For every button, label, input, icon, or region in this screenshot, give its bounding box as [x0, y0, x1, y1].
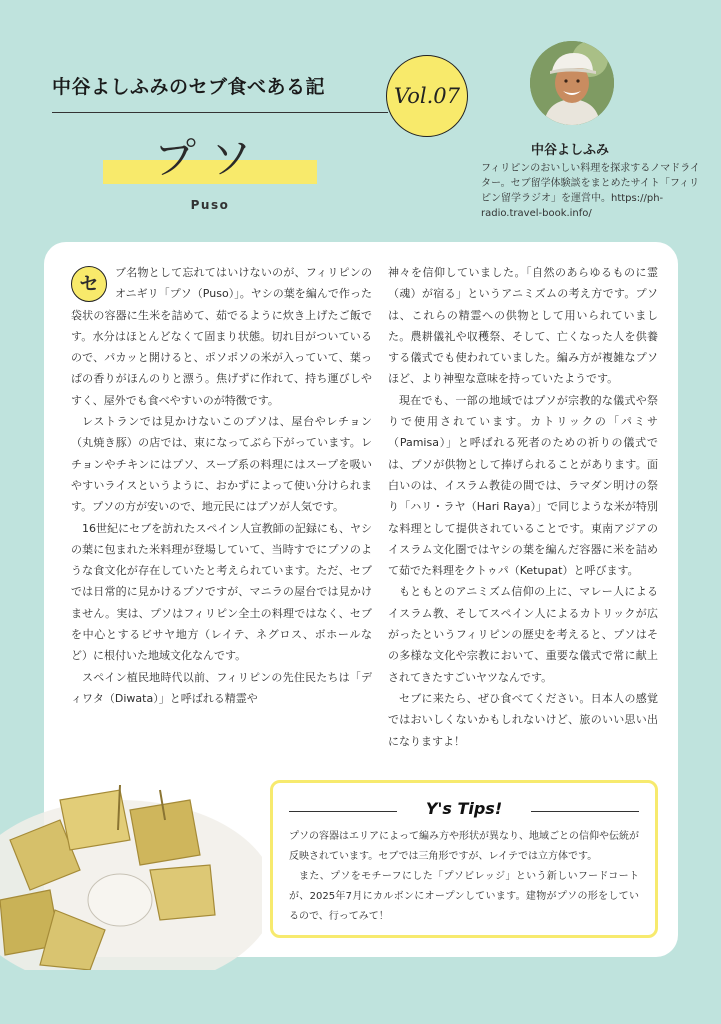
- paragraph-text: ブ名物として忘れてはいけないのが、フィリピンのオニギリ「プソ（Puso）」。ヤシの葉を編んで作った袋状の容器に生米を詰めて、茹でるように炊き上げたご飯です。水分はほとんどなくて固まり状態。切れ目がついているので、パカッと開けると、ポソポソの米が入っていて、葉っぱの香りがほんのりと漂う。焦げずに作れて、持ち運びしやすく、屋外でも食べやすいのが特徴です。: [71, 266, 372, 407]
- article-paragraph: セブに来たら、ぜひ食べてください。日本人の感覚ではおいしくないかもしれないけど、旅のいい思い出になりますよ！: [388, 691, 658, 748]
- dish-name: プソ: [153, 134, 266, 183]
- article-column-right: [388, 262, 658, 752]
- tips-paragraph: また、プソをモチーフにした「プソビレッジ」という新しいフードコートが、2025年7月にカルボンにオープンしています。建物がプソの形をしているので、行ってみて！: [289, 871, 639, 922]
- tips-box: [270, 780, 658, 938]
- article-paragraph: レストランでは見かけないこのプソは、屋台やレチョン（丸焼き豚）の店では、束になってぶら下がっています。レチョンやチキンにはプソ、スープ系の料理にはスープを吸いやすいライスというように、おかずによって使い分けられます。プソの方が安いので、地元民にはプソが人気です。: [71, 415, 372, 514]
- article-paragraph: 16世紀にセブを訪れたスペイン人宣教師の記録にも、ヤシの葉に包まれた米料理が登場していて、当時すでにプソのような食文化が存在していたと考えられています。ただ、セブでは日常的に見かけるプソですが、マニラの屋台では見かけません。実は、プソはフィリピン全土の料理ではなく、セブを中心とするビサヤ地方（レイテ、ネグロス、ボホールなど）に根付いた地域文化なんです。: [71, 521, 372, 663]
- article-paragraph: 神々を信仰していました。「自然のあらゆるものに霊（魂）が宿る」というアニミズムの考え方です。プソは、これらの精霊への供物として用いられていました。農耕儀礼や収穫祭、そして、亡くなった人を供養する儀式でも使われていました。編み方が複雑なプソほど、より神聖な意味を持っていたようです。: [388, 266, 658, 386]
- dish-romanized: Puso: [190, 198, 230, 212]
- tips-rule-right: [531, 811, 639, 812]
- title-underline: [52, 112, 388, 113]
- article-column-left: [71, 262, 372, 709]
- puso-illustration: [0, 780, 262, 970]
- tips-body: [289, 827, 639, 927]
- author-avatar: [530, 41, 614, 125]
- article-paragraph: 現在でも、一部の地域ではプソが宗教的な儀式や祭りで使用されています。カトリックの「パミサ（Pamisa）」と呼ばれる死者のための祈りの儀式では、プソが供物として捧げられることがあります。面白いのは、イスラム教徒の間では、ラマダン明けの祭り「ハリ・ラヤ（Hari Raya）」で同じような米が特別な料理として提供されていることです。東南アジアのイスラム文化圏ではヤシの葉を編んだ容器に米を詰めて茹でた料理をクトゥパ（Ketupat）と呼びます。: [388, 393, 658, 578]
- tips-title: Y's Tips!: [425, 799, 503, 818]
- author-name: 中谷よしふみ: [531, 143, 610, 158]
- series-title: 中谷よしふみのセブ食べある記: [52, 76, 326, 98]
- dropcap: セ: [71, 266, 107, 302]
- article-paragraph: スペイン植民地時代以前、フィリピンの先住民たちは「ディワタ（Diwata）」と呼ばれる精霊や: [71, 670, 372, 705]
- author-bio: フィリピンのおいしい料理を探求するノマドライター。セブ留学体験談をまとめたサイト「フィリピン留学ラジオ」を運営中。https://ph-radio.travel-book.info/: [481, 163, 700, 219]
- article-paragraph: [71, 262, 372, 411]
- tips-paragraph: プソの容器はエリアによって編み方や形状が異なり、地域ごとの信仰や伝統が反映されています。セブでは三角形ですが、レイテでは立方体です。: [289, 831, 639, 862]
- article-paragraph: もともとのアニミズム信仰の上に、マレー人によるイスラム教、そしてスペイン人によるカトリックが広がったというフィリピンの歴史を考えると、プソはその多様な文化や宗教において、重要な儀式で常に献上されてきたすごいヤツなんです。: [388, 585, 658, 684]
- volume-badge: Vol.07: [386, 55, 468, 137]
- author-photo-icon: [530, 41, 614, 125]
